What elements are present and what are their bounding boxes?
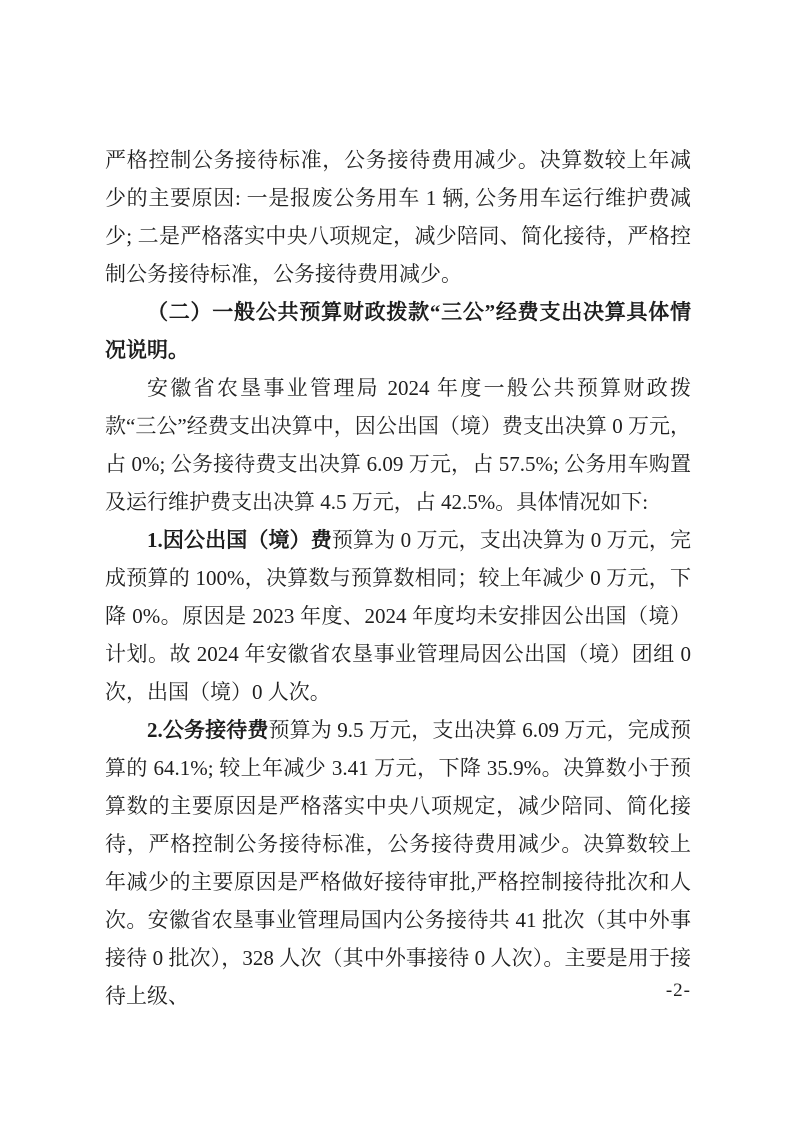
paragraph-item2 [105,711,691,1015]
document-body [105,141,691,1015]
paragraph-continuation: 严格控制公务接待标准，公务接待费用减少。决算数较上年减少的主要原因: 一是报废公务用车 1 辆, 公务用车运行维护费减少; 二是严格落实中央八项规定，减少陪同、简化接待，严格控制公务接待标准，公务接待费用减少。 [105,148,691,286]
item1-lead-label: 1.因公出国（境）费 [147,528,332,552]
item2-body-text: 预算为 9.5 万元，支出决算 6.09 万元，完成预算的 64.1%; 较上年减少 3.41 万元，下降 35.9%。决算数小于预算数的主要原因是严格落实中央八项规定，减少陪同、简化接待，严格控制公务接待标准，公务接待费用减少。决算数较上年减少的主要原因是严格做好接待审批,严格控制接待批次和人次。安徽省农垦事业管理局国内公务接待共 41 批次（其中外事接待 0 批次），328 人次（其中外事接待 0 人次）。主要是用于接待上级、 [105,718,691,1008]
paragraph-overview: 安徽省农垦事业管理局 2024 年度一般公共预算财政拨款“三公”经费支出决算中，因公出国（境）费支出决算 0 万元，占 0%; 公务接待费支出决算 6.09 万元，占 57.5%; 公务用车购置及运行维护费支出决算 4.5 万元，占 42.5%。具体情况如下: [105,376,691,514]
item2-lead-label: 2.公务接待费 [147,718,269,742]
paragraph-item1 [105,521,691,711]
item1-body-text: 预算为 0 万元，支出决算为 0 万元，完成预算的 100%，决算数与预算数相同；较上年减少 0 万元，下降 0%。原因是 2023 年度、2024 年度均未安排因公出国（境）计划。故 2024 年安徽省农垦事业管理局因公出国（境）团组 0 次，出国（境）0 人次。 [105,528,692,704]
page-number: -2- [665,980,691,1001]
section-heading: （二）一般公共预算财政拨款“三公”经费支出决算具体情况说明。 [105,300,691,362]
